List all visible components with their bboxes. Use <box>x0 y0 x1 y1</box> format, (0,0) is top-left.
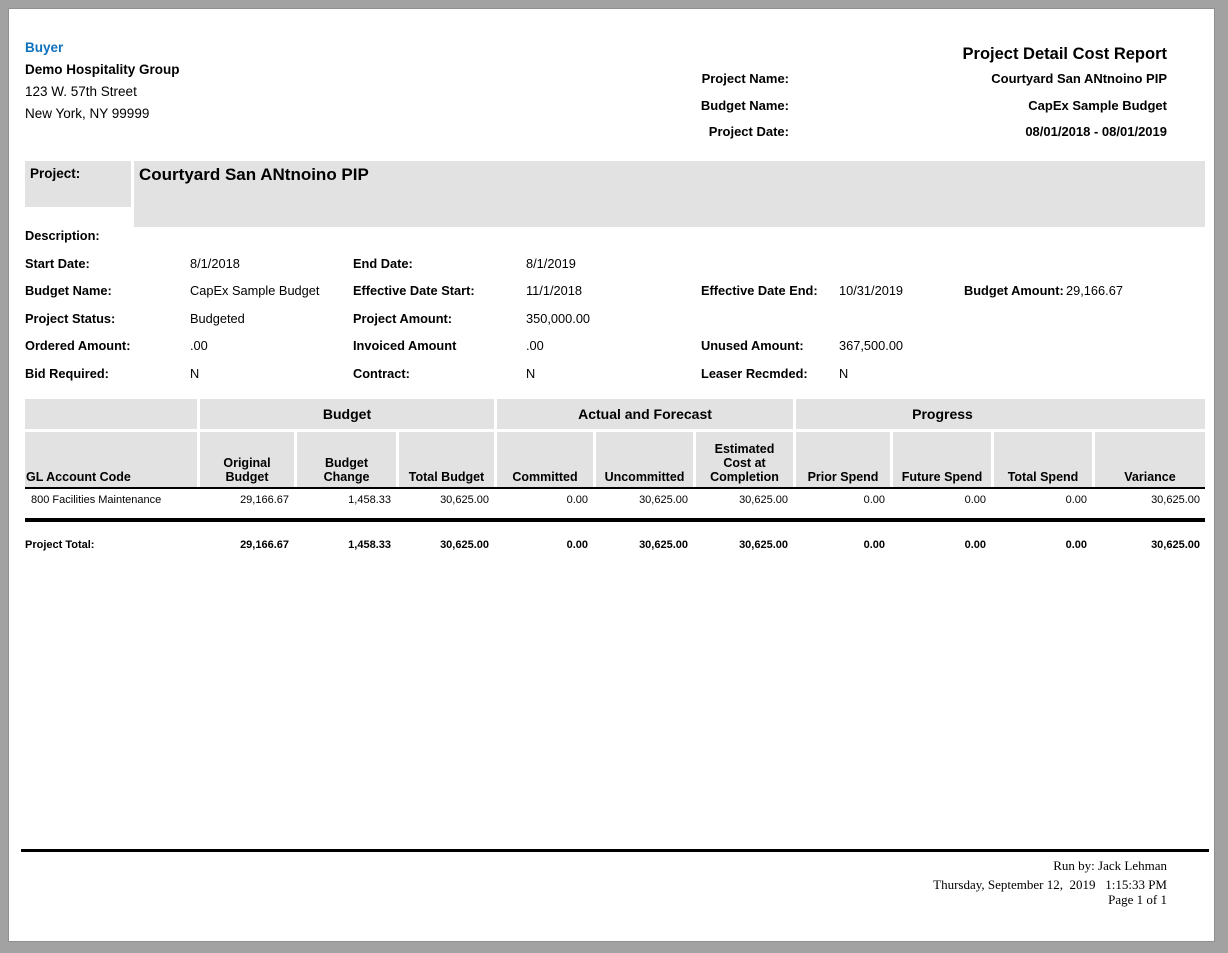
ordered-amount-label: Ordered Amount: <box>25 338 131 353</box>
total-total-spend-cell: 0.00 <box>1065 539 1087 551</box>
project-name-value: Courtyard San ANtnoino PIP <box>991 71 1167 86</box>
header-field-project-date <box>9 124 1214 140</box>
total-variance-cell: 30,625.00 <box>1151 539 1200 551</box>
project-status-label: Project Status: <box>25 311 116 326</box>
budget-change-cell: 1,458.33 <box>348 494 391 506</box>
gl-account-cell: 800 Facilities Maintenance <box>31 494 162 506</box>
committed-cell: 0.00 <box>566 494 588 506</box>
total-total-budget-cell: 30,625.00 <box>440 539 489 551</box>
col-header-estimated-cost-at-completion: Estimated Cost at Completion <box>693 432 793 487</box>
table-total-divider <box>25 518 1205 522</box>
variance-cell: 30,625.00 <box>1151 494 1200 506</box>
effective-date-end-value: 10/31/2019 <box>839 283 904 298</box>
prior-spend-cell: 0.00 <box>863 494 885 506</box>
detail-row <box>9 283 1214 300</box>
company-address-line2: New York, NY 99999 <box>25 106 150 121</box>
company-address-line1: 123 W. 57th Street <box>25 84 137 99</box>
total-budget-change-cell: 1,458.33 <box>348 539 391 551</box>
col-header-gl-account-code: GL Account Code <box>25 432 197 487</box>
end-date-label: End Date: <box>353 256 413 271</box>
footer-run-by: Run by: Jack Lehman <box>1053 858 1167 873</box>
unused-amount-value: 367,500.00 <box>839 338 904 353</box>
detail-row <box>9 366 1214 383</box>
total-uncommitted-cell: 30,625.00 <box>639 539 688 551</box>
unused-amount-label: Unused Amount: <box>701 338 804 353</box>
col-header-uncommitted: Uncommitted <box>593 432 693 487</box>
group-header-spacer <box>25 399 197 429</box>
table-column-header-row <box>25 432 1205 489</box>
start-date-label: Start Date: <box>25 256 90 271</box>
total-committed-cell: 0.00 <box>566 539 588 551</box>
report-page <box>8 8 1215 942</box>
ordered-amount-value: .00 <box>190 338 208 353</box>
project-date-value: 08/01/2018 - 08/01/2019 <box>1025 124 1167 139</box>
project-status-value: Budgeted <box>190 311 245 326</box>
table-group-header-row <box>25 399 1205 429</box>
total-original-budget-cell: 29,166.67 <box>240 539 289 551</box>
company-name: Demo Hospitality Group <box>25 62 180 77</box>
project-banner-label: Project: <box>25 161 131 207</box>
project-name-label: Project Name: <box>701 71 789 86</box>
footer-rule <box>21 849 1209 852</box>
original-budget-cell: 29,166.67 <box>240 494 289 506</box>
leaser-recmded-value: N <box>839 366 849 381</box>
project-amount-value: 350,000.00 <box>526 311 591 326</box>
total-future-spend-cell: 0.00 <box>964 539 986 551</box>
group-header-budget: Budget <box>197 399 494 429</box>
table-row <box>25 489 1205 511</box>
bid-required-label: Bid Required: <box>25 366 109 381</box>
budget-name-field-value: CapEx Sample Budget <box>190 283 320 298</box>
col-header-total-budget: Total Budget <box>396 432 494 487</box>
invoiced-amount-value: .00 <box>526 338 544 353</box>
col-header-budget-change: Budget Change <box>294 432 396 487</box>
start-date-value: 8/1/2018 <box>190 256 240 271</box>
buyer-label: Buyer <box>25 40 64 55</box>
contract-value: N <box>526 366 536 381</box>
header-field-budget-name <box>9 98 1214 114</box>
detail-row <box>9 256 1214 273</box>
contract-label: Contract: <box>353 366 410 381</box>
uncommitted-cell: 30,625.00 <box>639 494 688 506</box>
budget-name-value: CapEx Sample Budget <box>1028 98 1167 113</box>
effective-date-end-label: Effective Date End: <box>701 283 818 298</box>
group-header-actual-and-forecast: Actual and Forecast <box>494 399 793 429</box>
project-total-row <box>25 536 1205 554</box>
report-title: Project Detail Cost Report <box>962 45 1167 63</box>
col-header-original-budget: Original Budget <box>197 432 294 487</box>
project-amount-label: Project Amount: <box>353 311 453 326</box>
total-prior-spend-cell: 0.00 <box>863 539 885 551</box>
budget-amount-label: Budget Amount: <box>964 283 1064 298</box>
detail-row <box>9 338 1214 355</box>
effective-date-start-value: 11/1/2018 <box>526 283 582 298</box>
description-label: Description: <box>25 228 100 243</box>
project-banner-value: Courtyard San ANtnoino PIP <box>134 161 1205 227</box>
col-header-prior-spend: Prior Spend <box>793 432 890 487</box>
gl-cost-table <box>25 399 1205 554</box>
project-total-label: Project Total: <box>25 539 95 551</box>
invoiced-amount-label: Invoiced Amount <box>353 338 457 353</box>
end-date-value: 8/1/2019 <box>526 256 576 271</box>
col-header-variance: Variance <box>1092 432 1205 487</box>
leaser-recmded-label: Leaser Recmded: <box>701 366 808 381</box>
project-date-label: Project Date: <box>708 124 789 139</box>
col-header-total-spend: Total Spend <box>991 432 1092 487</box>
group-header-progress: Progress <box>793 399 1205 429</box>
footer-page-number: Page 1 of 1 <box>1108 892 1167 907</box>
col-header-committed: Committed <box>494 432 593 487</box>
budget-amount-value: 29,166.67 <box>1066 283 1123 298</box>
effective-date-start-label: Effective Date Start: <box>353 283 475 298</box>
total-estimated-cost-cell: 30,625.00 <box>739 539 788 551</box>
budget-name-field-label: Budget Name: <box>25 283 112 298</box>
header-field-project-name <box>9 71 1214 87</box>
col-header-future-spend: Future Spend <box>890 432 991 487</box>
total-spend-cell: 0.00 <box>1065 494 1087 506</box>
detail-row <box>9 311 1214 328</box>
total-budget-cell: 30,625.00 <box>440 494 489 506</box>
estimated-cost-cell: 30,625.00 <box>739 494 788 506</box>
budget-name-label: Budget Name: <box>700 98 789 113</box>
footer-block <box>933 858 1167 907</box>
footer-datetime: Thursday, September 12, 2019 1:15:33 PM <box>933 877 1167 892</box>
future-spend-cell: 0.00 <box>964 494 986 506</box>
bid-required-value: N <box>190 366 200 381</box>
